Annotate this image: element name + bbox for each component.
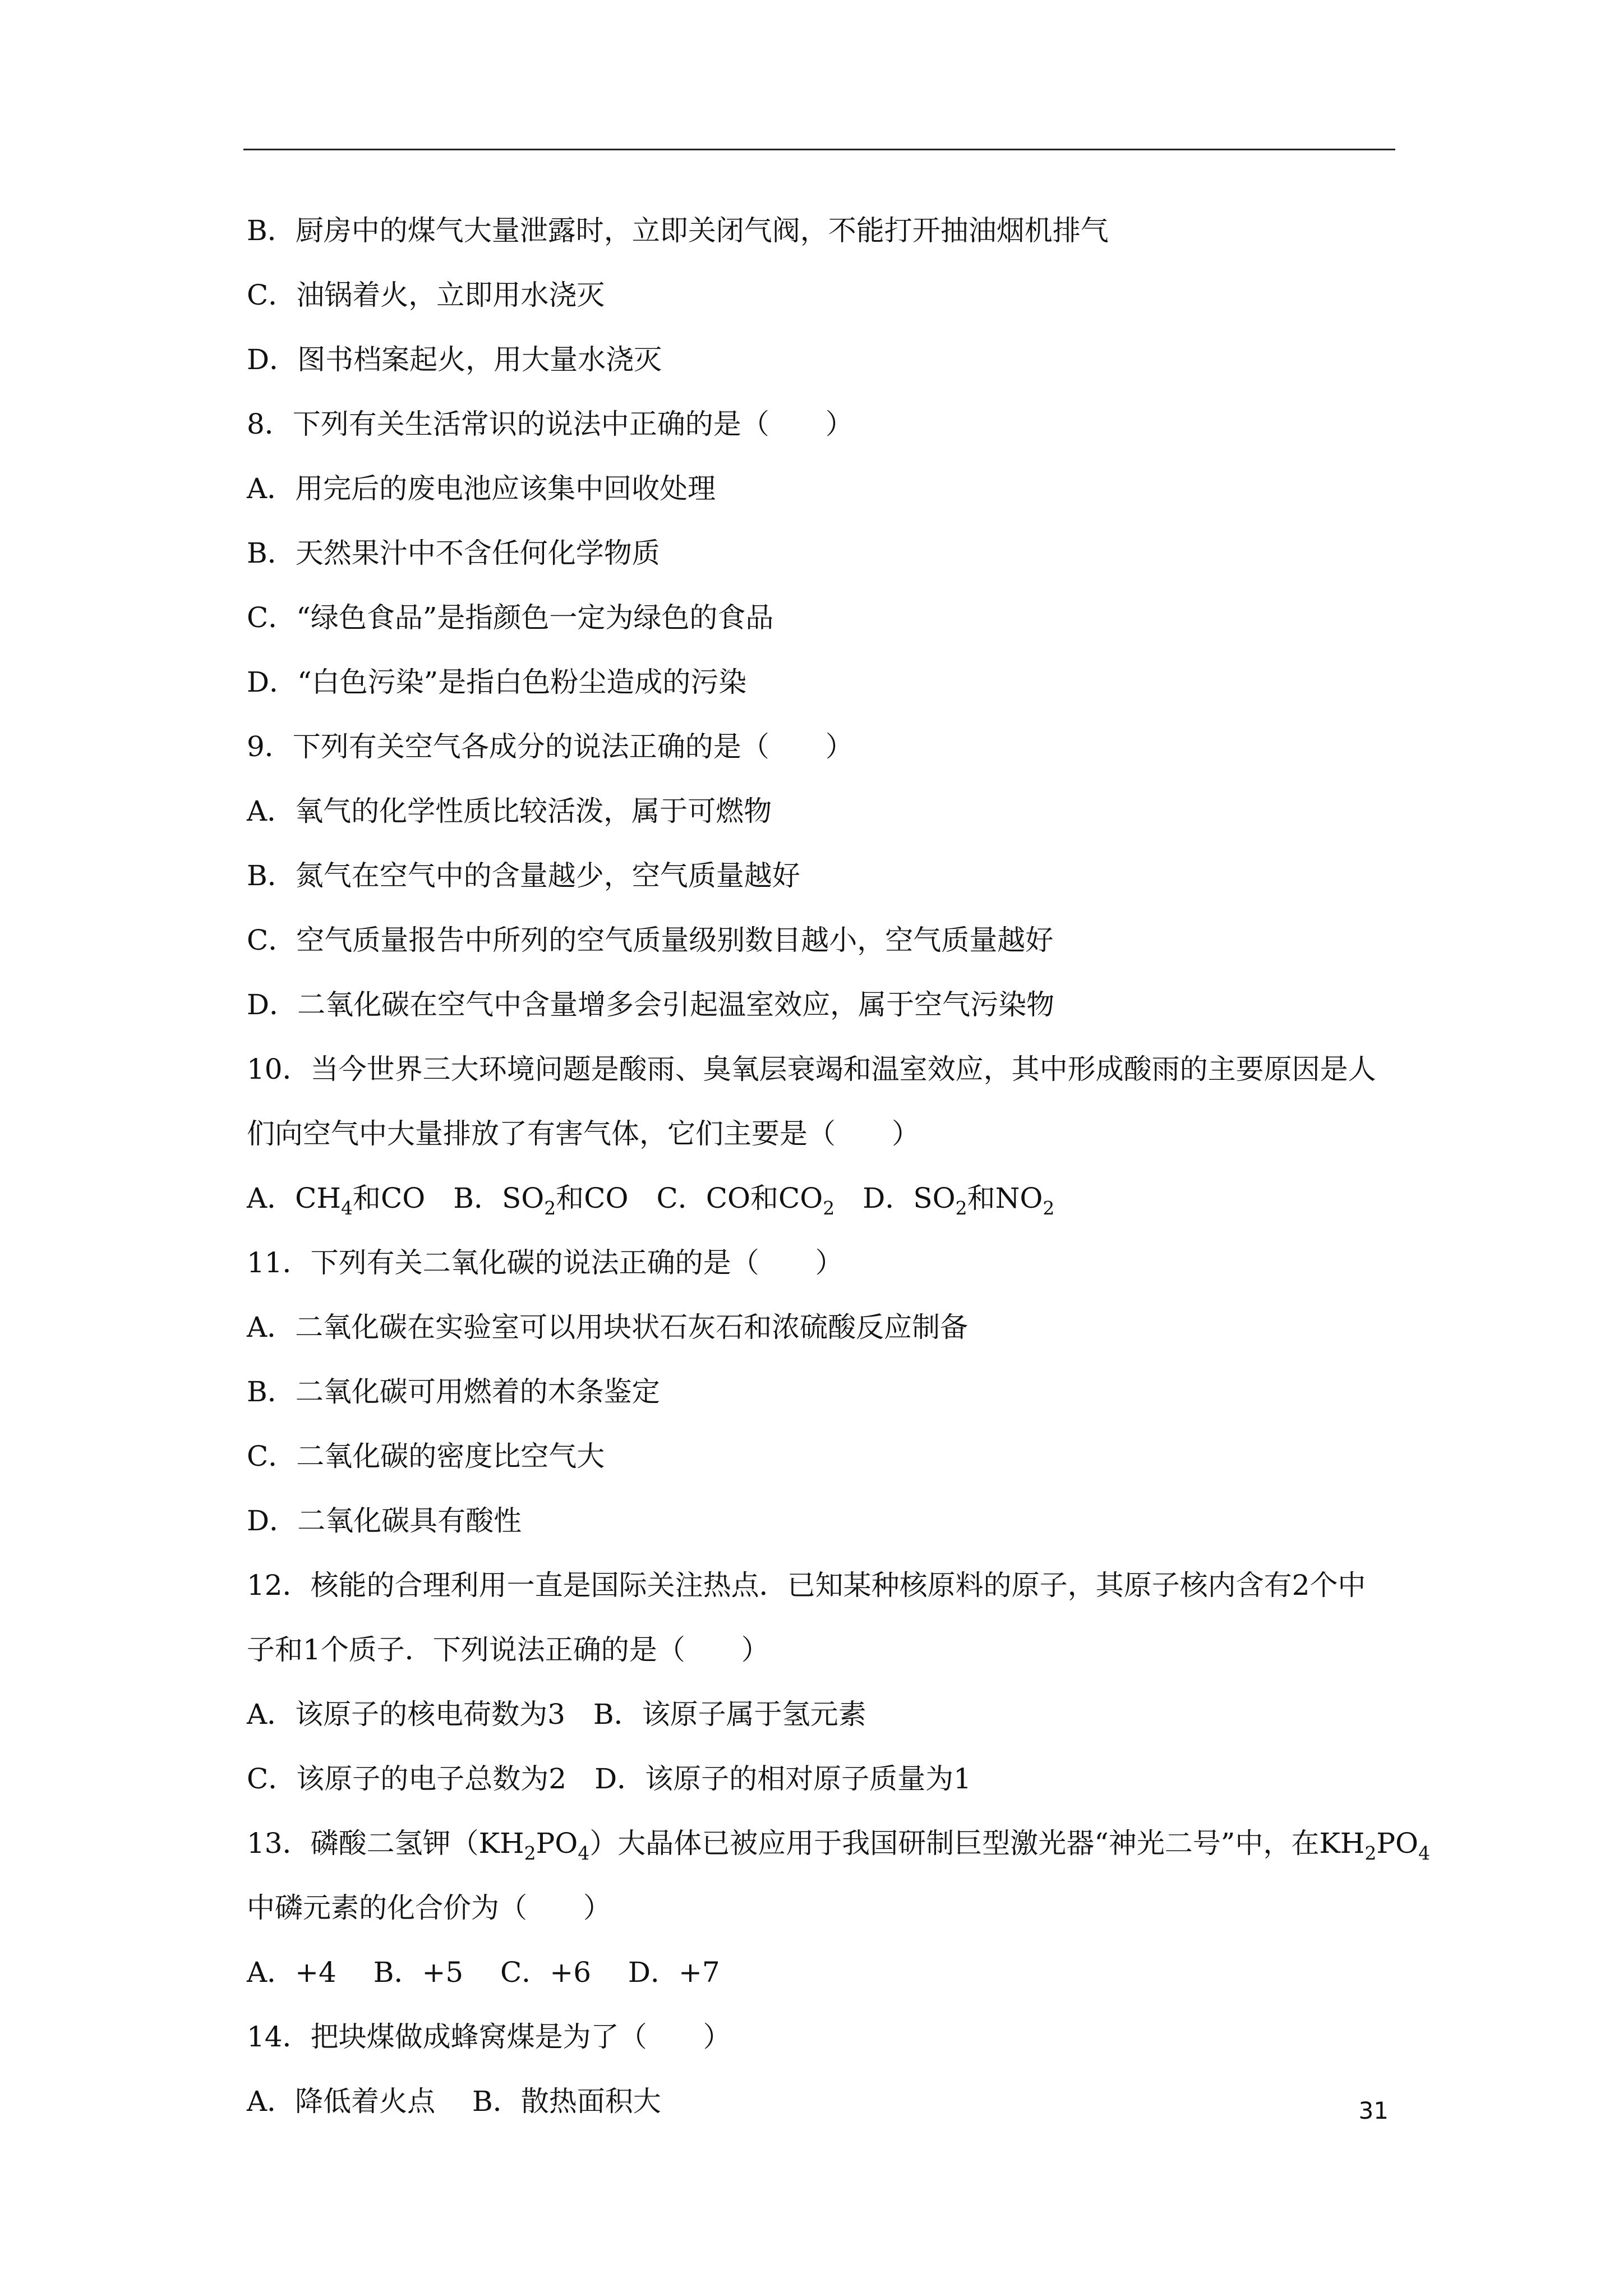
text-line: C．空气质量报告中所列的空气质量级别数目越小，空气质量越好 — [247, 924, 1054, 956]
text-line: A．氧气的化学性质比较活泼，属于可燃物 — [247, 795, 772, 827]
text-line: A．降低着火点 B．散热面积大 — [247, 2085, 661, 2118]
question-10: 10．当今世界三大环境问题是酸雨、臭氧层衰竭和温室效应，其中形成酸雨的主要原因是人 — [247, 1053, 1376, 1085]
text-line: A．该原子的核电荷数为3 B．该原子属于氢元素 — [247, 1698, 866, 1731]
header-rule — [243, 149, 1395, 150]
question-12: 12．核能的合理利用一直是国际关注热点．已知某种核原料的原子，其原子核内含有2个中 — [247, 1569, 1366, 1602]
page-number: 31 — [1358, 2097, 1389, 2124]
question-8: 8．下列有关生活常识的说法中正确的是（ ） — [247, 408, 854, 440]
text-line: A．+4 B．+5 C．+6 D．+7 — [247, 1956, 720, 1989]
text-line: C．二氧化碳的密度比空气大 — [247, 1440, 605, 1473]
text-line: 们向空气中大量排放了有害气体，它们主要是（ ） — [247, 1117, 920, 1150]
question-9: 9．下列有关空气各成分的说法正确的是（ ） — [247, 730, 854, 763]
text-line: B．氮气在空气中的含量越少，空气质量越好 — [247, 859, 800, 892]
text-line: D．二氧化碳在空气中含量增多会引起温室效应，属于空气污染物 — [247, 988, 1055, 1021]
text-line: D．“白色污染”是指白色粉尘造成的污染 — [247, 666, 747, 698]
text-line: D．二氧化碳具有酸性 — [247, 1504, 522, 1537]
question-14: 14．把块煤做成蜂窝煤是为了（ ） — [247, 2021, 731, 2053]
text-line: 子和1个质子．下列说法正确的是（ ） — [247, 1634, 769, 1666]
text-line: A．二氧化碳在实验室可以用块状石灰石和浓硫酸反应制备 — [247, 1311, 969, 1343]
text-line: C．油锅着火，立即用水浇灭 — [247, 279, 605, 311]
text-line: B．天然果汁中不含任何化学物质 — [247, 537, 660, 569]
text-line: D．图书档案起火，用大量水浇灭 — [247, 343, 662, 376]
text-line: B．二氧化碳可用燃着的木条鉴定 — [247, 1375, 660, 1408]
text-line: C．该原子的电子总数为2 D．该原子的相对原子质量为1 — [247, 1763, 971, 1795]
question-11: 11．下列有关二氧化碳的说法正确的是（ ） — [247, 1246, 843, 1279]
text-line: B．厨房中的煤气大量泄露时，立即关闭气阀，不能打开抽油烟机排气 — [247, 214, 1109, 247]
question-10-options: A．$CH_4$和CO B．$SO_2$和CO C．CO和$CO_2$ D．$SO_2$和$NO_2$ — [247, 1182, 1055, 1219]
text-line: 中磷元素的化合价为（ ） — [247, 1892, 611, 1924]
text-line: A．用完后的废电池应该集中回收处理 — [247, 472, 716, 505]
question-13: 13．磷酸二氢钾$(KH_2PO_4)$大晶体已被应用于我国研制巨型激光器“神光二号”中，在$KH_2PO_4$ — [247, 1827, 1430, 1864]
text-line: C．“绿色食品”是指颜色一定为绿色的食品 — [247, 601, 774, 634]
